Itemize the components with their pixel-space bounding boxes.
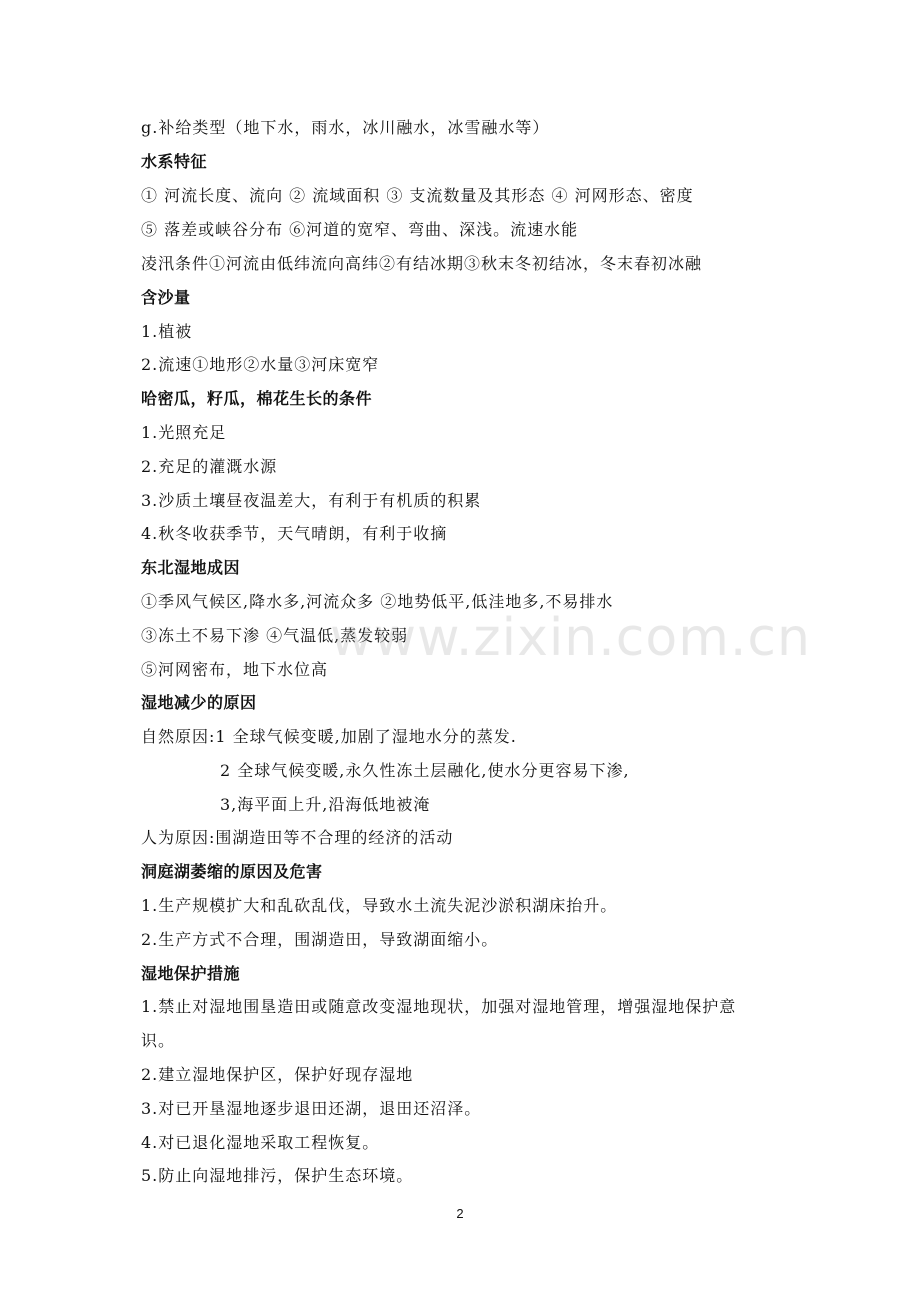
heading-crop-conditions: 哈密瓜，籽瓜，棉花生长的条件: [141, 389, 373, 408]
text-line: 1.禁止对湿地围垦造田或随意改变湿地现状，加强对湿地管理，增强湿地保护意: [141, 997, 737, 1016]
text-line: 3,海平面上升,沿海低地被淹: [220, 795, 431, 814]
text-line: 3.沙质土壤昼夜温差大，有利于有机质的积累: [141, 491, 482, 510]
text-line: 2.流速①地形②水量③河床宽窄: [141, 355, 380, 374]
text-line: 1.植被: [141, 322, 193, 341]
text-line: 4.对已退化湿地采取工程恢复。: [141, 1133, 380, 1152]
heading-sediment: 含沙量: [141, 288, 191, 307]
text-line: ⑤河网密布，地下水位高: [141, 660, 329, 679]
text-line: 5.防止向湿地排污，保护生态环境。: [141, 1166, 414, 1185]
text-line: 2.生产方式不合理，围湖造田，导致湖面缩小。: [141, 930, 499, 949]
text-line-ice-flood: 凌汛条件①河流由低纬流向高纬②有结冰期③秋末冬初结冰，冬末春初冰融: [141, 254, 703, 273]
heading-wetland-protection: 湿地保护措施: [141, 964, 241, 983]
text-line: 3.对已开垦湿地逐步退田还湖，退田还沼泽。: [141, 1099, 482, 1118]
text-line: 1.光照充足: [141, 423, 227, 442]
text-line: 2 全球气候变暖,永久性冻土层融化,使水分更容易下渗,: [220, 761, 630, 780]
heading-wetland-decline: 湿地减少的原因: [141, 693, 257, 712]
heading-water-system: 水系特征: [141, 152, 208, 171]
page-number: 2: [456, 1206, 464, 1221]
text-line: ① 河流长度、流向 ② 流域面积 ③ 支流数量及其形态 ④ 河网形态、密度: [141, 186, 694, 205]
text-line: ⑤ 落差或峡谷分布 ⑥河道的宽窄、弯曲、深浅。流速水能: [141, 220, 579, 239]
heading-dongting-lake: 洞庭湖萎缩的原因及危害: [141, 862, 323, 881]
watermark: www.zixin.com.cn: [330, 608, 811, 668]
text-line-supply-types: g.补给类型（地下水，雨水，冰川融水，冰雪融水等）: [141, 118, 550, 137]
text-line: 1.生产规模扩大和乱砍乱伐，导致水土流失泥沙淤积湖床抬升。: [141, 896, 618, 915]
text-line-human-causes: 人为原因:围湖造田等不合理的经济的活动: [141, 828, 454, 847]
text-line: ③冻土不易下渗 ④气温低,蒸发较弱: [141, 626, 409, 645]
text-line: 2.充足的灌溉水源: [141, 457, 278, 476]
text-line-natural-causes: 自然原因:1 全球气候变暖,加剧了湿地水分的蒸发.: [141, 727, 517, 746]
heading-northeast-wetland: 东北湿地成因: [141, 558, 241, 577]
text-line: 2.建立湿地保护区，保护好现存湿地: [141, 1065, 414, 1084]
text-line: ①季风气候区,降水多,河流众多 ②地势低平,低洼地多,不易排水: [141, 592, 614, 611]
text-line: 4.秋冬收获季节，天气晴朗，有利于收摘: [141, 524, 448, 543]
text-line: 识。: [141, 1031, 176, 1050]
